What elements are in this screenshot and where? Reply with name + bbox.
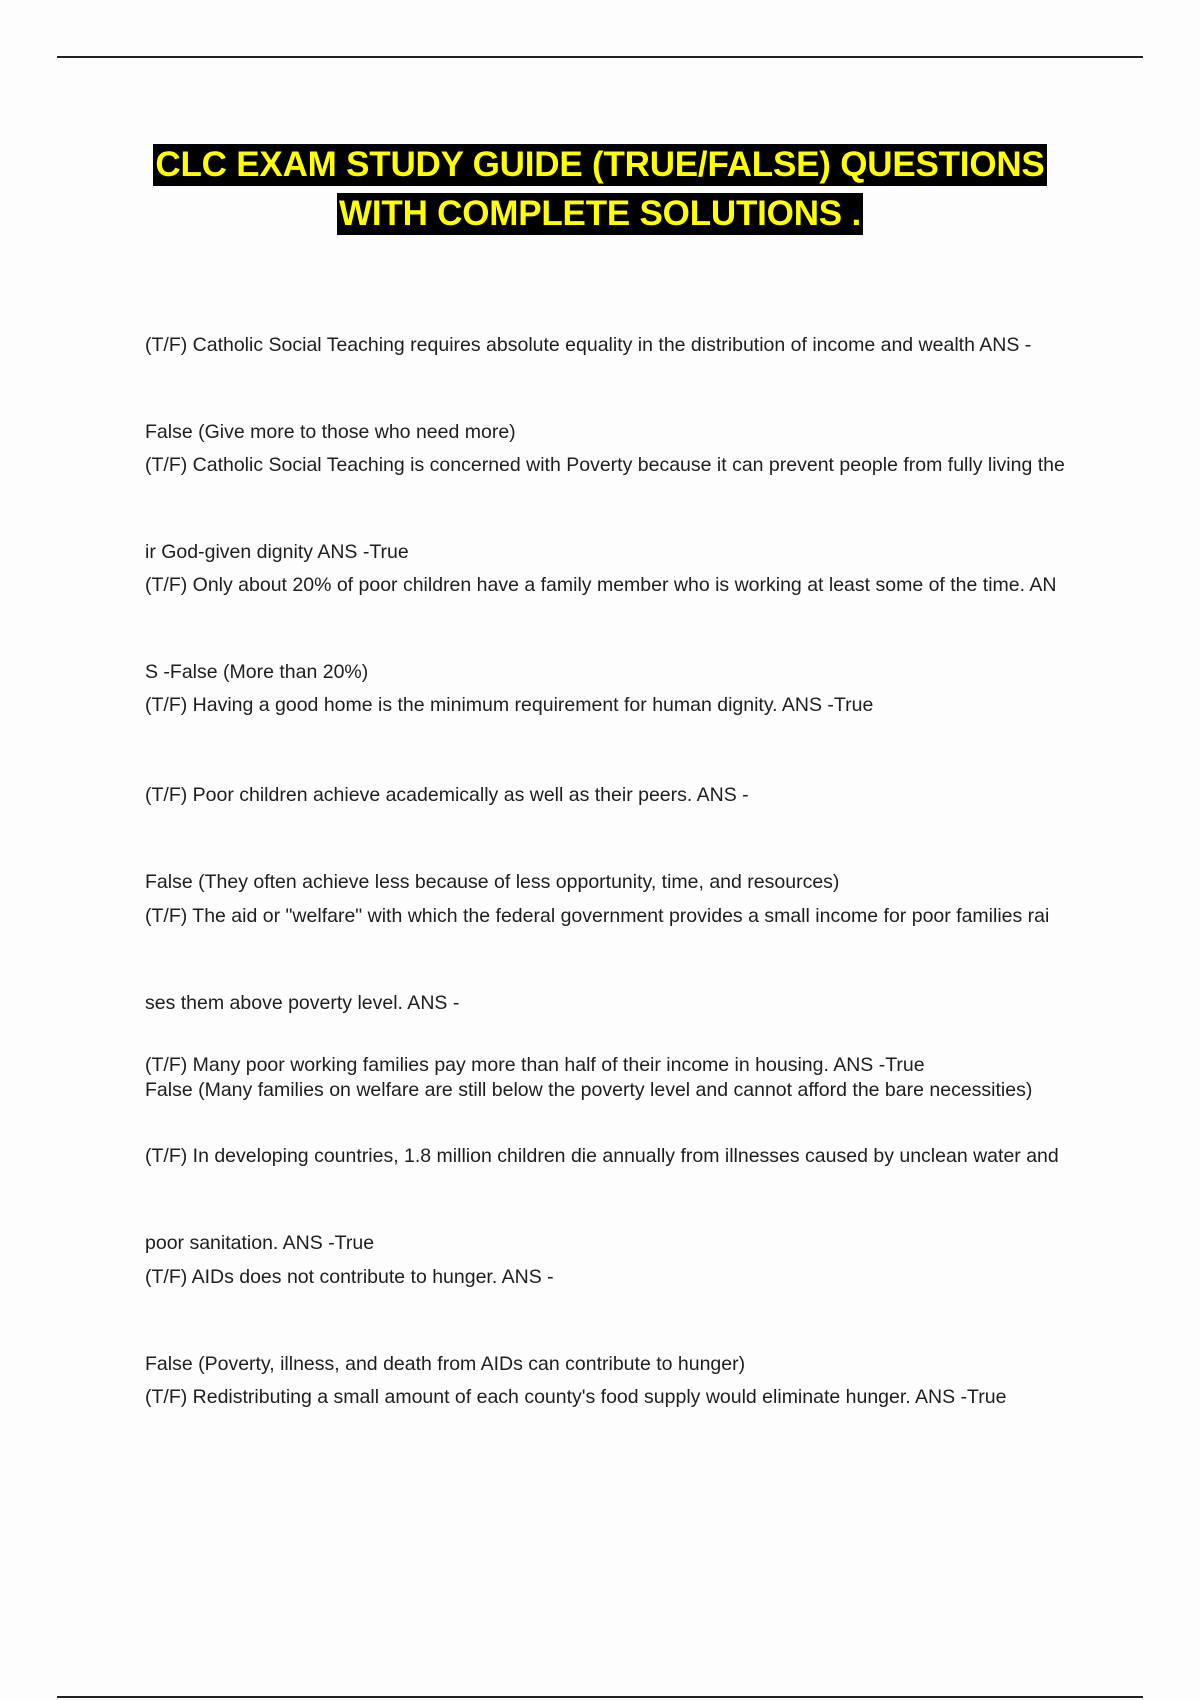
answer-line: False (Poverty, illness, and death from AIDs can contribute to hunger) xyxy=(145,1353,746,1375)
bottom-rule xyxy=(57,1696,1143,1698)
title-line-2: WITH COMPLETE SOLUTIONS . xyxy=(339,194,861,233)
question-line: (T/F) Having a good home is the minimum requirement for human dignity. ANS -True xyxy=(145,694,874,716)
top-rule xyxy=(57,56,1143,58)
answer-line: False (Give more to those who need more) xyxy=(145,421,516,443)
answer-line: S -False (More than 20%) xyxy=(145,661,369,683)
question-line: (T/F) Catholic Social Teaching is concerned with Poverty because it can prevent people from fully living the xyxy=(145,454,1065,476)
question-line: (T/F) Redistributing a small amount of each county's food supply would eliminate hunger. ANS -True xyxy=(145,1386,1007,1408)
answer-line: False (They often achieve less because of less opportunity, time, and resources) xyxy=(145,871,840,893)
answer-line: ir God-given dignity ANS -True xyxy=(145,541,409,563)
title-line-1: CLC EXAM STUDY GUIDE (TRUE/FALSE) QUESTIONS xyxy=(155,145,1045,184)
question-line: (T/F) Poor children achieve academically as well as their peers. ANS - xyxy=(145,784,749,806)
answer-line: False (Many families on welfare are still below the poverty level and cannot afford the bare necessities) xyxy=(145,1079,1033,1101)
question-line: (T/F) Only about 20% of poor children have a family member who is working at least some of the time. AN xyxy=(145,574,1057,596)
question-line: (T/F) The aid or "welfare" with which the federal government provides a small income for poor families rai xyxy=(145,905,1050,927)
question-item-10 xyxy=(145,1325,1095,1470)
question-line: (T/F) Catholic Social Teaching requires absolute equality in the distribution of income and wealth ANS - xyxy=(145,334,1032,356)
document-title xyxy=(0,144,1200,242)
answer-line: poor sanitation. ANS -True xyxy=(145,1232,375,1254)
question-line: (T/F) Many poor working families pay more than half of their income in housing. ANS -True xyxy=(145,1054,925,1076)
question-line: (T/F) In developing countries, 1.8 million children die annually from illnesses caused by unclean water and xyxy=(145,1145,1059,1167)
question-line: ses them above poverty level. ANS - xyxy=(145,992,460,1014)
question-line: (T/F) AIDs does not contribute to hunger. ANS - xyxy=(145,1266,554,1288)
